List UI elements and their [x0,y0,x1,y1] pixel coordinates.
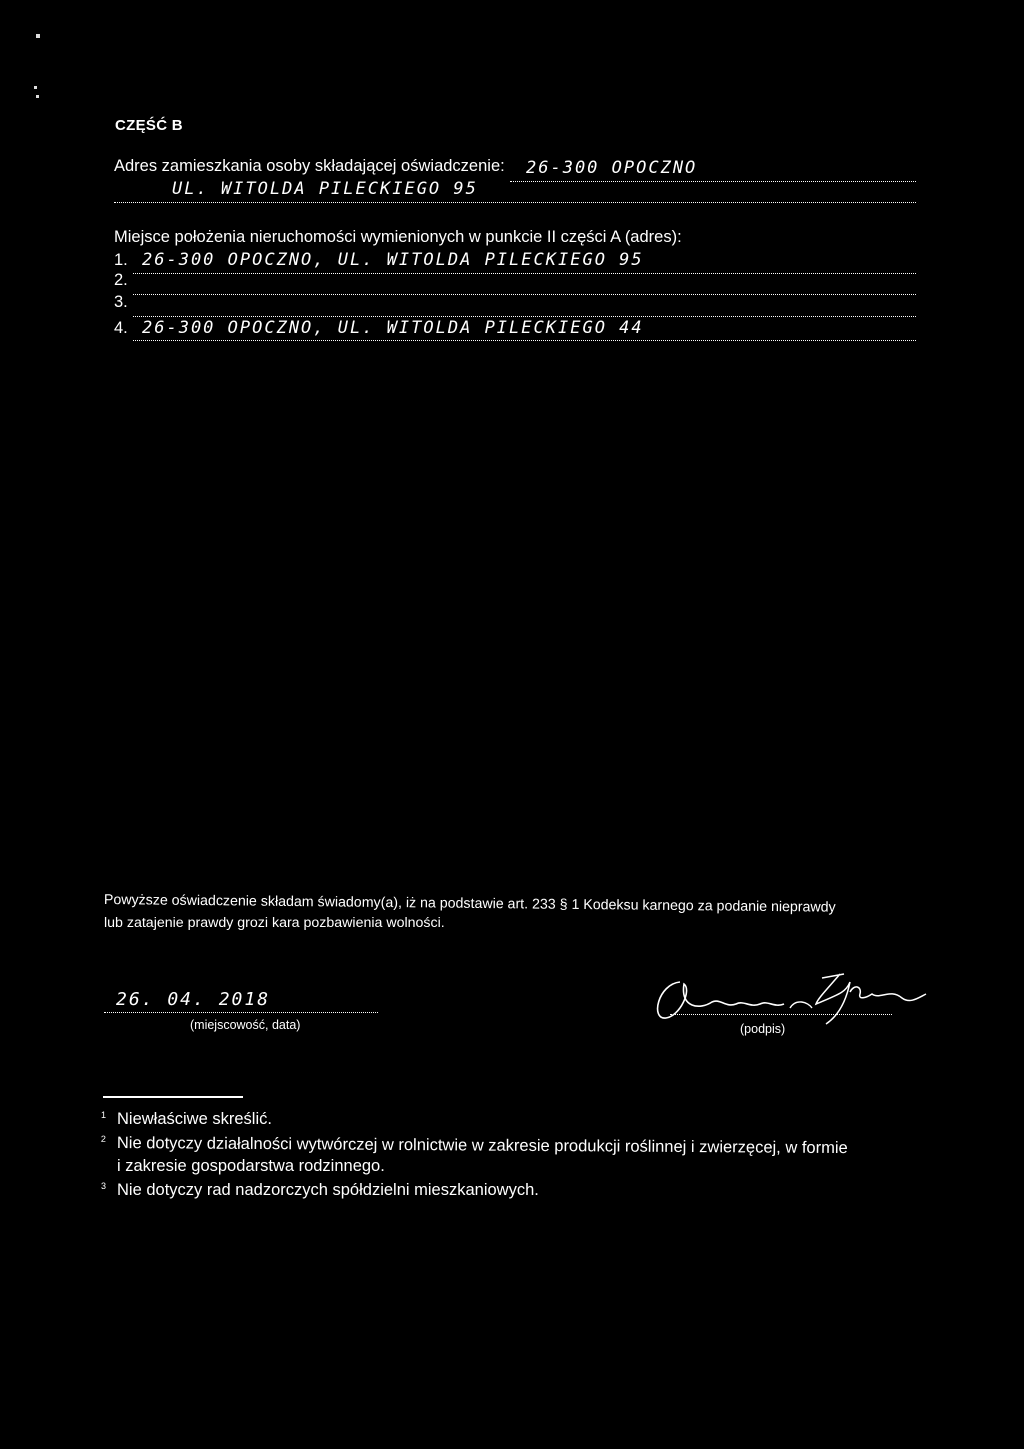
signature-line [670,998,892,1015]
scan-speck [36,34,40,38]
footnote-2-continued: i zakresie gospodarstwa rodzinnego. [117,1157,385,1175]
residence-value-1: 26-300 OPOCZNO [526,158,698,178]
property-item-line-2 [133,278,916,295]
property-item-number-2: 2. [114,271,128,289]
property-item-number-1: 1. [114,251,128,269]
declaration-line-1: Powyższe oświadczenie składam świadomy(a), iż na podstawie art. 233 § 1 Kodeksu karnego za podanie nieprawdy [103,891,836,916]
footnote-mark: 1 [101,1110,107,1120]
footnote-separator [103,1096,243,1098]
footnote-text: Nie dotyczy działalności wytwórczej w rolnictwie w zakresie produkcji roślinnej i zwierzęcej, w formie [116,1134,848,1158]
footnote-text: Niewłaściwe skreślić. [117,1110,272,1128]
residence-value-2: UL. WITOLDA PILECKIEGO 95 [172,179,478,199]
footnote-mark: 2 [100,1133,107,1144]
footnote-text: Nie dotyczy rad nadzorczych spółdzielni mieszkaniowych. [117,1181,539,1199]
scan-speck [34,86,37,89]
property-item-number-4: 4. [114,319,128,337]
property-label: Miejsce położenia nieruchomości wymienionych w punkcie II części A (adres): [114,228,682,246]
property-item-line-3 [133,300,916,317]
residence-label: Adres zamieszkania osoby składającej oświadczenie: [114,157,505,175]
declaration-line-2: lub zatajenie prawdy grozi kara pozbawienia wolności. [104,915,445,931]
property-item-number-3: 3. [114,293,128,311]
signature-caption: (podpis) [740,1022,786,1036]
property-item-value-1: 26-300 OPOCZNO, UL. WITOLDA PILECKIEGO 95 [142,250,644,270]
property-item-value-4: 26-300 OPOCZNO, UL. WITOLDA PILECKIEGO 44 [142,318,644,338]
date-line [104,996,378,1013]
date-caption: (miejscowość, data) [190,1018,301,1032]
footnote-1 [101,1108,272,1130]
footnote-3 [101,1179,539,1201]
scan-speck [36,95,39,98]
date-value: 26. 04. 2018 [116,989,271,1010]
section-title: CZĘŚĆ B [115,117,183,134]
footnote-mark: 3 [101,1181,107,1191]
